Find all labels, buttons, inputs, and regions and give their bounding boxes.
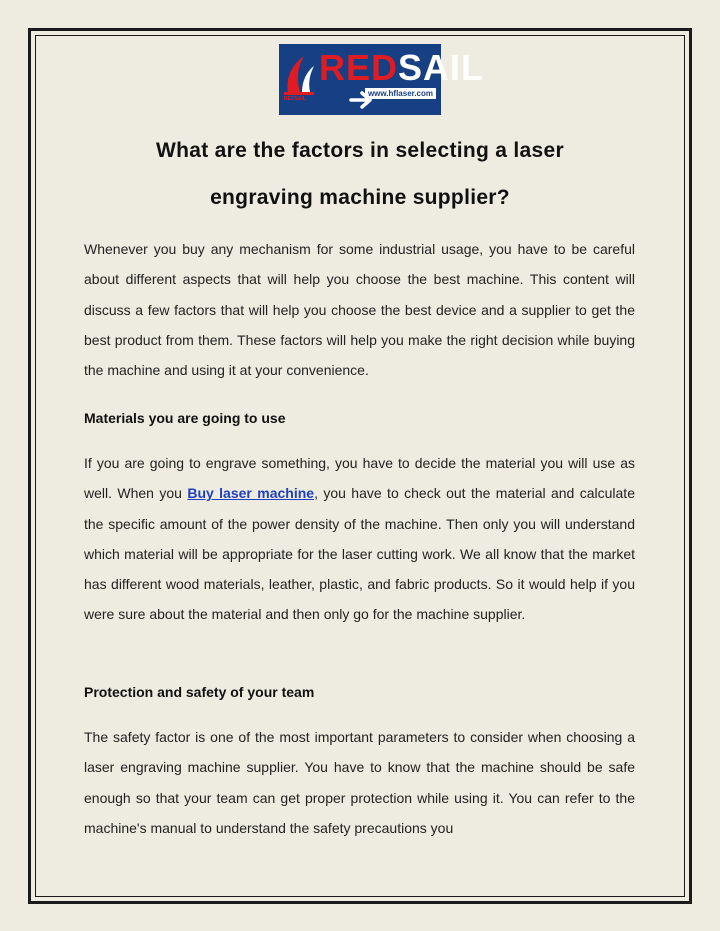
sail-mark-icon — [282, 52, 316, 96]
materials-paragraph — [84, 448, 635, 630]
section-heading-materials: Materials you are going to use — [84, 410, 286, 426]
intro-paragraph: Whenever you buy any mechanism for some industrial usage, you have to be careful about different aspects that will help you choose the best machine. This content will discuss a few factors that will help you choose the best device and a supplier to get the best product from them. These factors will help you make the right decision while buying the machine and using it at your convenience. — [84, 241, 635, 379]
page-title-line-1: What are the factors in selecting a laser — [156, 139, 564, 162]
buy-laser-machine-link[interactable]: Buy laser machine — [187, 485, 315, 502]
logo-brand — [319, 48, 484, 88]
materials-text-after: , you have to check out the material and calculate the specific amount of the power density of the machine. Then only you will understand which material will be appropriate for the laser cutting work. We all know that the market has different wood materials, leather, plastic, and fabric products. So it would help if you were sure about the material and then only go for the machine supplier. — [84, 485, 635, 623]
safety-paragraph: The safety factor is one of the most important parameters to consider when choosing a laser engraving machine supplier. You have to know that the machine should be safe enough so that your team can get proper protection while using it. You can refer to the machine's manual to understand the safety precautions you — [84, 729, 635, 836]
logo-mark-text: REDSAIL — [284, 96, 306, 102]
materials-text-before: If you are going to engrave something, you have to decide the material you will use as well. When you — [84, 455, 635, 502]
logo-brand-red: RED — [319, 47, 399, 88]
logo-url: www.hflaser.com — [365, 88, 436, 99]
logo-brand-white: SAIL — [398, 47, 485, 88]
section-heading-safety: Protection and safety of your team — [84, 684, 315, 700]
page-title-line-2: engraving machine supplier? — [210, 186, 510, 209]
redsail-logo — [279, 44, 485, 115]
